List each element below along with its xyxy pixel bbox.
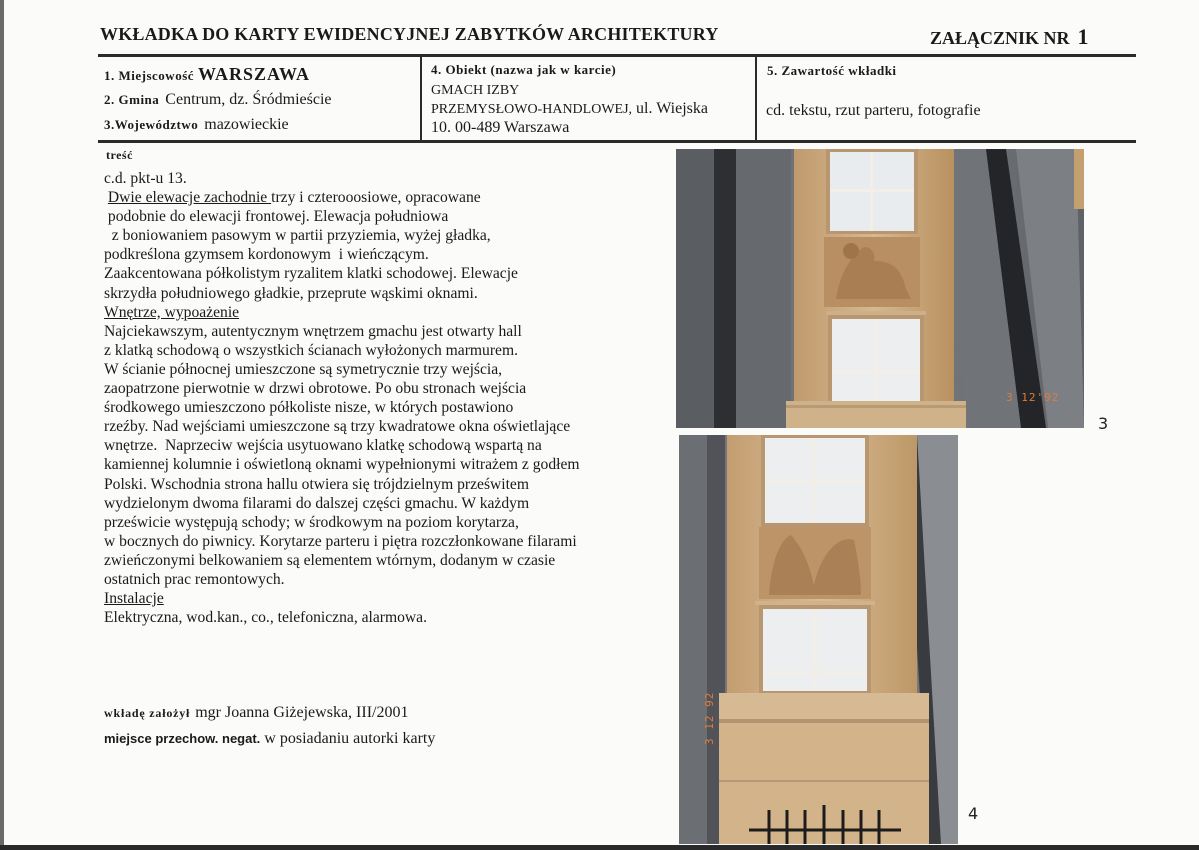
footer-storage: [104, 730, 435, 748]
field-locality-value: WARSZAWA: [198, 64, 311, 84]
body-line: ostatnich prac remontowych.: [104, 570, 285, 588]
field-locality: [104, 64, 310, 85]
body-line: [104, 589, 634, 608]
body-line: zwieńczonymi belkowaniem są elementem wtórnym, dodanym w czasie: [104, 551, 556, 569]
field-locality-label: 1. Miejscowość: [104, 68, 195, 83]
scan-bottom-edge: [0, 845, 1199, 850]
annex-label-text: ZAŁĄCZNIK NR: [930, 28, 1070, 48]
body-line: Polski. Wschodnia strona hallu otwiera się trójdzielnym prześwitem: [104, 475, 529, 493]
body-line: wydzielonym dwoma filarami do dalszej części gmachu. W każdym: [104, 494, 530, 512]
field-commune-label: 2. Gmina: [104, 92, 160, 107]
body-line: z boniowaniem pasowym w partii przyziemia, wyżej gładka,: [104, 227, 491, 245]
footer-author: [104, 704, 408, 722]
body-text: [104, 169, 634, 627]
body-line: Zaakcentowana półkolistym ryzalitem klatki schodowej. Elewacje: [104, 265, 518, 283]
body-subheading: Dwie elewacje zachodnie: [107, 189, 272, 207]
body-line: podkreślona gzymsem kordonowym i wieńczącym.: [104, 246, 429, 264]
field-commune: [104, 91, 331, 109]
facade-photo-4-image: [679, 435, 958, 844]
body-subheading: Wnętrze, wypoażenie: [104, 303, 240, 321]
field-object-value: [431, 82, 751, 137]
body-subheading: Instalacje: [104, 590, 164, 608]
object-line-1: GMACH IZBY: [431, 83, 520, 98]
header-rule-bottom: [98, 140, 1136, 143]
photo-3-date-stamp: 3 12'92: [1006, 391, 1060, 404]
body-line: z klatką schodową o wszystkich ścianach wyłożonych marmurem.: [104, 341, 518, 359]
field-voivodeship-value: mazowieckie: [204, 116, 289, 133]
footer-author-label: wkładę założył: [104, 706, 191, 720]
body-line: W ścianie północnej umieszczone są symetrycznie trzy wejścia,: [104, 360, 503, 378]
body-line: kamiennej kolumnie i oświetloną oknami wypełnionymi witrażem z godłem: [104, 456, 580, 474]
cell-divider-2: [755, 54, 757, 143]
field-object-label: 4. Obiekt (nazwa jak w karcie): [431, 62, 617, 77]
facade-photo-3-image: [676, 149, 1084, 428]
field-contents-value: cd. tekstu, rzut parteru, fotografie: [766, 102, 981, 119]
body-line: c.d. pkt-u 13.: [104, 170, 187, 187]
object-line-2b: ul. Wiejska: [632, 100, 708, 117]
section-label-content: treść: [106, 148, 133, 162]
body-line: zaopatrzone pierwotnie w drzwi obrotowe. Po obu stronach wejścia: [104, 380, 527, 398]
annex-label: [930, 24, 1089, 50]
annex-number: 1: [1077, 24, 1089, 49]
footer-author-value: mgr Joanna Giżejewska, III/2001: [195, 704, 409, 721]
object-line-2a: PRZEMYSŁOWO-HANDLOWEJ,: [431, 102, 633, 117]
field-commune-value: Centrum, dz. Śródmieście: [165, 91, 332, 108]
field-contents-label: 5. Zawartość wkładki: [767, 63, 897, 78]
body-line: Najciekawszym, autentycznym wnętrzem gmachu jest otwarty hall: [104, 322, 522, 340]
body-line: wnętrze. Naprzeciw wejścia usytuowano klatkę schodową wspartą na: [104, 437, 542, 455]
document-title: WKŁADKA DO KARTY EWIDENCYJNEJ ZABYTKÓW ARCHITEKTURY: [100, 24, 719, 44]
photo-3-number: 3: [1098, 414, 1109, 433]
body-line: [104, 303, 634, 322]
field-voivodeship: [104, 116, 289, 134]
photo-4-date-stamp: 3 12 92: [703, 691, 716, 745]
object-line-3: 10. 00-489 Warszawa: [431, 119, 570, 136]
photo-3: [676, 149, 1084, 428]
photo-4: [679, 435, 958, 844]
cell-divider-1: [420, 54, 422, 143]
body-line: rzeźby. Nad wejściami umieszczone są trzy kwadratowe okna oświetlające: [104, 418, 571, 436]
photo-4-number: 4: [968, 804, 979, 823]
body-line: Dwie elewacje zachodnie trzy i czterooosiowe, opracowane: [107, 189, 481, 207]
object-line-2: [431, 100, 751, 119]
field-voivodeship-label: 3.Województwo: [104, 117, 199, 132]
scan-left-edge: [0, 0, 4, 850]
body-line: Elektryczna, wod.kan., co., telefoniczna, alarmowa.: [104, 609, 427, 627]
footer-storage-value: w posiadaniu autorki karty: [264, 730, 436, 747]
header-rule-top: [98, 54, 1136, 57]
body-line: prześwicie występują schody; w środkowym na poziom korytarza,: [104, 513, 519, 531]
body-line: skrzydła południowego gładkie, przeprute wąskimi oknami.: [104, 284, 478, 302]
body-line: w bocznych do piwnicy. Korytarze parteru i piętra rozczłonkowane filarami: [104, 532, 577, 550]
footer-storage-label: miejsce przechow. negat.: [104, 731, 261, 746]
body-line: podobnie do elewacji frontowej. Elewacja południowa: [104, 208, 449, 226]
body-line: środkowego umieszczono półkoliste nisze, w których postawiono: [104, 399, 514, 417]
